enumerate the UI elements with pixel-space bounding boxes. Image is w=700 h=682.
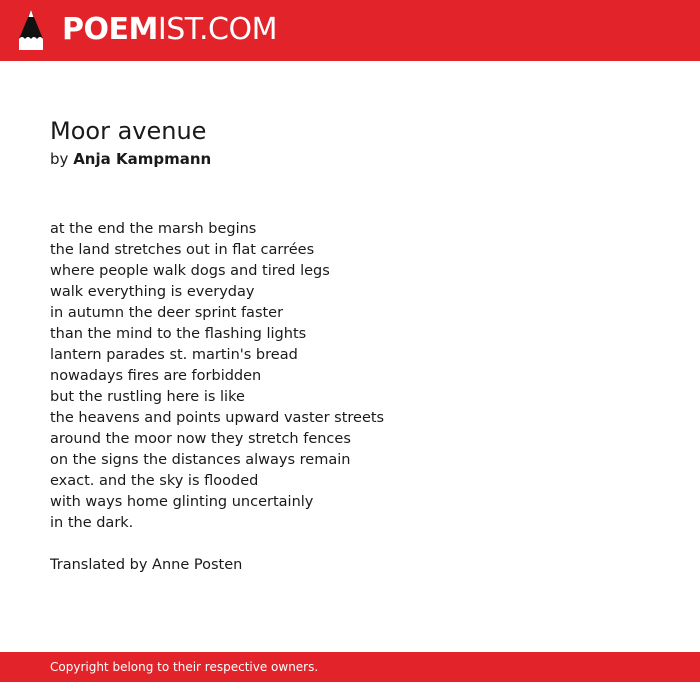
poem-body [50,219,384,534]
site-header [0,0,700,61]
byline [50,149,211,169]
poem-line: with ways home glinting uncertainly [50,494,314,510]
poem-line: in the dark. [50,515,134,531]
poem-line: than the mind to the flashing lights [50,326,307,342]
poem-title: Moor avenue [50,117,207,145]
poem-line: lantern parades st. martin's bread [50,347,298,363]
poem-line: where people walk dogs and tired legs [50,263,330,279]
poem-line: walk everything is everyday [50,284,255,300]
logo-light-text: IST.COM [157,12,277,47]
poem-line: around the moor now they stretch fences [50,431,351,447]
poem-line: exact. and the sky is flooded [50,473,259,489]
author-name: Anja Kampmann [73,150,212,168]
logo-bold-text: POEM [62,12,158,47]
site-logo[interactable] [62,13,277,47]
poem-line: the heavens and points upward vaster streets [50,410,385,426]
poem-line: in autumn the deer sprint faster [50,305,284,321]
by-label: by [50,150,69,168]
poem-line: nowadays fires are forbidden [50,368,262,384]
poem-line: on the signs the distances always remain [50,452,351,468]
translator-note: Translated by Anne Posten [50,557,243,573]
copyright-text: Copyright belong to their respective owners. [50,660,319,674]
poem-line: but the rustling here is like [50,389,245,405]
site-footer [0,652,700,682]
poem-line: at the end the marsh begins [50,221,257,237]
pencil-tip-icon[interactable] [18,9,44,51]
poem-line: the land stretches out in flat carrées [50,242,315,258]
